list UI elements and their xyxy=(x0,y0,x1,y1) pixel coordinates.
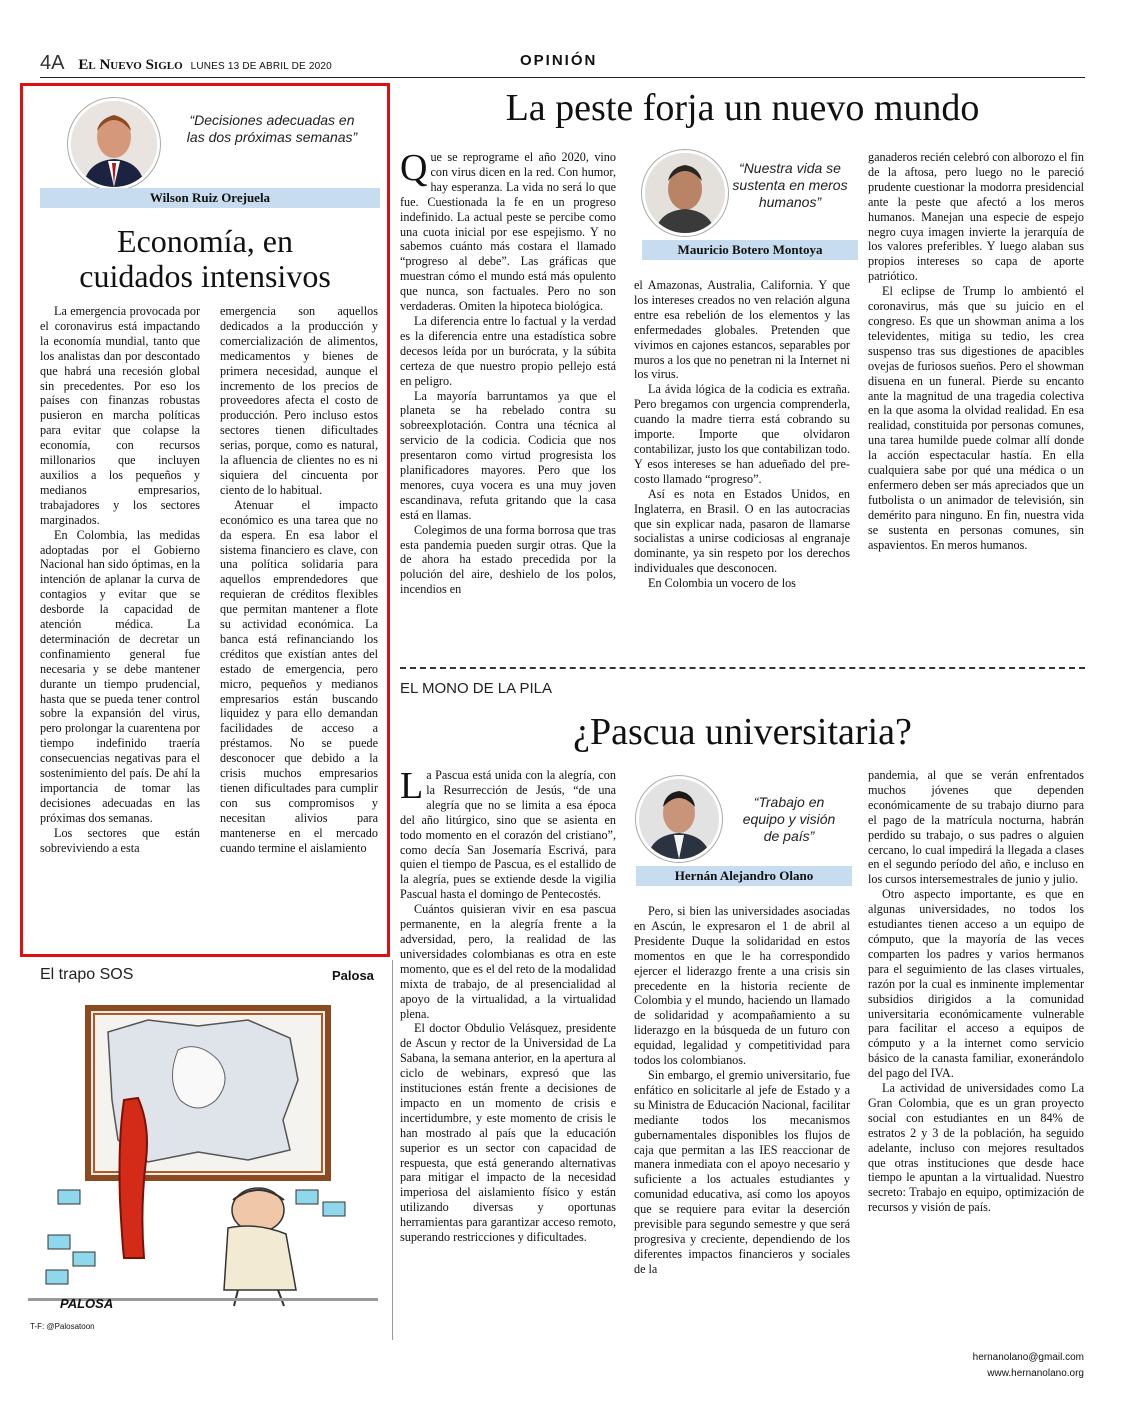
paragraph: Cuántos quisieran vivir en esa pascua permanente, en la alegría frente a la adversidad, pero, la realidad de las universidades colombianas es otra en este momento, que es el del reto de la modalidad mixta de trabajo, de al presencialidad al apoyo de la virtualidad, a la virtualidad plena. xyxy=(400,902,616,1021)
portrait-icon xyxy=(645,153,725,233)
paragraph-text: ue se reprograme el año 2020, vino con virus dicen en la red. Con humor, hay esperanza. La vida no será lo que fue. Cuestionada la fe en un progreso indefinido. La actual peste se percibe como una cuota inicial por ese espejismo. Y no sabemos cuánto más costara el llamado “progreso al debe”. Las gráficas que muestran cómo el mundo está más opulento que nunca, son factuales. Pero no son verdaderas. Omiten la hipoteca biológica. xyxy=(400,150,616,314)
author-byline: Wilson Ruiz Orejuela xyxy=(40,188,380,208)
author-byline: Mauricio Botero Montoya xyxy=(642,240,858,260)
paragraph-text: a Pascua está unida con la alegría, con la Resurrección de Jesús, “de una alegría que no se limita a esa época del año litúrgico, sino que se asienta en todo momento en el corazón del cristiano”, como decía San Josemaría Escrivá, para quien el tiempo de Pascua, es el estallido de la alegría, pues se extiende desde la vigilia Pascual hasta el domingo de Pentecostés. xyxy=(400,768,616,902)
paragraph: En Colombia, las medidas adoptadas por el Gobierno Nacional han sido óptimas, en la intención de aplanar la curva de contagios y evitar que se desborde la capacidad de atención médica. La determinación de decretar un confinamiento general fue necesaria y se debe mantener durante un tiempo prudencial, hasta que se pueda tener control sobre la expansión del virus, pero prolongar la cuarentena por tiempo indefinido traería consecuencias negativas para el sostenimiento del país. De ahí la importancia de tomar las decisiones adecuadas en las próximas dos semanas. xyxy=(40,527,200,825)
pull-quote: “Decisiones adecuadas en las dos próximas semanas” xyxy=(186,112,358,145)
paragraph: En Colombia un vocero de los xyxy=(648,576,796,591)
paragraph: Otro aspecto importante, es que en algunas universidades, no todos los estudiantes tienen acceso a un equipo de cómputo, que la mayoría de las veces comparten los padres y varios hermanos para el seguimiento de las clases virtuales, razón por la cual es inminente implementar subsidios dirigidos a la comunidad universitaria económicamente vulnerable para facilitar el acceso a equipos de cómputo y a la internet como servicio básico de la canasta familiar, exonerándolo del pago del IVA. xyxy=(868,887,1084,1081)
paragraph: La emergencia provocada por el coronavirus está impactando la economía mundial, tanto que los analistas dan por descontado que habrá una recesión global sin precedentes. Por eso los países con finanzas robustas pusieron en marcha políticas para evitar que colapse la economía, con recursos millonarios que incluyen auxilios a los pequeños y medianos empresarios, trabajadores y los sectores marginados. xyxy=(40,304,200,527)
pull-quote: “Trabajo en equipo y visión de país” xyxy=(742,794,836,844)
article-column-2 xyxy=(634,904,850,1277)
paragraph: Atenuar el impacto económico es una tarea que no da espera. En esa labor el sistema financiero es clave, con una política solidaria para aquellos emprendedores que requieran de créditos flexibles que permitan mantener a flote su actividad económica. La banca está refinanciando los créditos que existían antes del estado de emergencia, pero micro, pequeños y medianos empresarios están buscando liquidez y para ello demandan facilidades de acceso a préstamos. No se puede desconocer que debido a la crisis muchos empresarios tienen dificultades para cumplir con sus compromisos y necesitan alivios para mantenerse en el mercado cuando termine el aislamiento xyxy=(220,497,378,855)
paragraph: Pero, si bien las universidades asociadas en Ascún, le expresaron el 1 de abril al Presidente Duque la solidaridad en estos momentos en que le ha correspondido ejercer el liderazgo frente a una crisis sin precedente en la historia reciente de Colombia y el mundo, haciendo un llamado de solidaridad y acompañamiento a su liderazgo en la búsqueda de un futuro con equidad, legalidad y competitividad para todos los colombianos. xyxy=(634,904,850,1068)
editorial-cartoon xyxy=(28,990,378,1310)
cartoon-illustration-icon xyxy=(28,990,378,1310)
paragraph: Sin embargo, el gremio universitario, fue enfático en solicitarle al jefe de Estado y a su Ministra de Educación Nacional, facilitar mediante todos los mecanismos gubernamentales disponibles los flujos de caja que permitan a las IES reaccionar de manera inmediata con el apoyo necesario y suficiente a los actuales estudiantes y comunidad educativa, así como los apoyos que se requiere para evitar la deserción previsible para segundo semestre y que será progresiva y creciente, dependiendo de los diferentes impactos financieros y sociales de la xyxy=(634,1067,850,1276)
paragraph: Así es nota en Estados Unidos, en Inglaterra, en Brasil. O en las autocracias que sin explicar nada, pasaron de llamarse socialistas a unirse codiciosas al engranaje dominante, ya sin respeto por los derechos individuales que desconocen. xyxy=(634,486,850,576)
author-website: www.hernanolano.org xyxy=(987,1368,1084,1379)
page-number: 4A xyxy=(40,52,65,74)
article-column-1 xyxy=(400,765,616,1245)
paragraph: La ávida lógica de la codicia es extraña. Pero bregamos con urgencia comprenderla, cuando la madre tierra está cobrando su importe. Importe que olvidaron contabilizar, justo los que contabilizan todo. Y esos intereses se han adueñado del pre- costo llamado “progreso”. xyxy=(634,382,850,486)
paragraph xyxy=(400,765,616,902)
paragraph: Colegimos de una forma borrosa que tras esta pandemia pueden surgir otras. Que la de ahora ha estado precedida por la polución del aire, deshielo de los polos, incendios en xyxy=(400,522,616,597)
paragraph: El doctor Obdulio Velásquez, presidente de Ascun y rector de la Universidad de La Sabana, la semana anterior, en la apertura al ciclo de webinars, expresó que las instituciones están frente a decisiones de impacto en un momento de crisis e incertidumbre, y este momento de crisis le han mostrado al país que la educación superior es un sector con capacidad de respuesta, que está generando alternativas para mitigar el impacto de la necesidad imperiosa del aislamiento físico y están utilizando diversas y oportunas herramientas para garantizar acceso remoto, superando restricciones y dificultades. xyxy=(400,1021,616,1245)
drop-cap: L xyxy=(400,765,424,807)
pull-quote: “Nuestra vida se sustenta en meros humanos” xyxy=(732,160,848,210)
edition-date: LUNES 13 DE ABRIL DE 2020 xyxy=(190,61,332,72)
paragraph: La mayoría barruntamos ya que el planeta se ha rebelado contra su sobreexplotación. Contra una técnica al servicio de la codicia. Codicia que nos presentaron como virtud progresista los planificadores mayores. Pero que los menores, cuya vocera es una muy joven escandinava, refuta gritando que la casa está en llamas. xyxy=(400,388,616,522)
cartoon-artist: Palosa xyxy=(332,968,374,983)
paragraph: El eclipse de Trump lo ambientó el coronavirus, más que su juicio en el congreso. Es que un showman anima a los televidentes, mitiga su tedio, les crea suspenso tras sus digestiones de apacibles ovejas de furiosos sueños. Pero el showman disuena en un funeral. Pierde su encanto ante la magnitud de una tragedia colectiva en la que asoma la olvidad realidad. En esa realidad, constituida por personas comunes, una tarea humilde puede colmar allí donde la acción espectacular hastía. En ella cualquiera sabe por qué una médica o un enfermero deben ser más apreciados que un futbolista o un animador de televisión, sin demérito para ninguno. En fin, nuestra vida se sustenta en personas comunes, sin aspavientos. En meros humanos. xyxy=(868,284,1084,552)
paragraph: pandemia, al que se verán enfrentados muchos jóvenes que dependen económicamente de su trabajo diurno para el pago de la matrícula nocturna, habrán perdido su trabajo, o sus padres o alguien cercano, lo cual impedirá la llegada a clases en el segundo período del año, e incluso en los cursos intersemestrales de junio y julio. xyxy=(868,768,1084,887)
article-title xyxy=(28,224,382,294)
author-byline: Hernán Alejandro Olano xyxy=(636,866,852,886)
article-column-2 xyxy=(220,304,378,856)
drop-cap: Q xyxy=(400,147,428,189)
cartoon-signature: PALOSA xyxy=(60,1296,114,1311)
paragraph xyxy=(400,147,616,314)
masthead xyxy=(40,52,332,75)
paragraph: emergencia son aquellos dedicados a la producción y comercialización de alimentos, medicamentos y bienes de primera necesidad, aunque el incremento de los precios de proveedores afecta el costo de producción. Pero incluso estos sectores tienen dificultades serias, porque, como es natural, la afluencia de clientes no es ni siquiera del cincuenta por ciento de lo habitual. xyxy=(220,304,378,497)
article-column-3 xyxy=(868,150,1084,552)
header-rule xyxy=(40,77,1085,78)
column-kicker: EL MONO DE LA PILA xyxy=(400,680,552,697)
paragraph: La actividad de universidades como La Gran Colombia, que es un gran proyecto social con estudiantes en un 84% de estratos 2 y 3 de la población, ha seguido adelante, incluso con mejores resultados que otras instituciones que desde hace tiempo le apuntan a la virtualidad. Nuestro secreto: Trabajo en equipo, optimización de recursos y visión de país. xyxy=(868,1081,1084,1215)
title-line-1: Economía, en xyxy=(117,223,293,259)
paragraph: ganaderos recién celebró con alborozo el fin de la aftosa, pero luego no le pareció prudente cuestionar la modorra presidencial ante la peste que afectó a los meros humanos. Manejan una especie de espejo negro cuya imagen invierte la jerarquía de los valores preferibles. Y luego alaban sus propios intereses so capa de aporte patriótico. xyxy=(868,150,1084,284)
paragraph: el Amazonas, Australia, California. Y que los intereses creados no ven relación alguna entre esa rebelión de los elementos y las enfermedades globales. Pretenden que vivimos en cajones estancos, separables por muros a los que no penetran ni la Internet ni los virus. xyxy=(634,278,850,382)
article-column-2 xyxy=(634,278,850,591)
author-photo-wilson xyxy=(68,98,160,190)
article-title: La peste forja un nuevo mundo xyxy=(505,87,980,129)
article-column-3 xyxy=(868,768,1084,1215)
author-photo-mauricio xyxy=(642,150,728,236)
author-email: hernanolano@gmail.com xyxy=(972,1352,1084,1363)
newspaper-brand: El Nuevo Siglo xyxy=(78,57,183,73)
title-line-2: cuidados intensivos xyxy=(79,258,331,295)
portrait-icon xyxy=(71,101,157,187)
article-title: ¿Pascua universitaria? xyxy=(573,711,912,753)
section-title: OPINIÓN xyxy=(520,52,598,69)
paragraph: Los sectores que están sobreviviendo a esta xyxy=(40,825,200,855)
section-separator xyxy=(400,667,1085,669)
article-column-1 xyxy=(40,304,200,856)
cartoon-title: El trapo SOS xyxy=(40,966,134,983)
paragraph: La diferencia entre lo factual y la verdad es la diferencia entre una estadística sobre decesos leída por un burócrata, y la súbita certeza de que nuestro propio pellejo está en peligro. xyxy=(400,313,616,388)
cartoon-credit: T-F: @Palosatoon xyxy=(30,1322,95,1331)
column-divider xyxy=(392,960,393,1340)
portrait-icon xyxy=(639,779,719,859)
article-column-1 xyxy=(400,147,616,597)
author-photo-hernan xyxy=(636,776,722,862)
